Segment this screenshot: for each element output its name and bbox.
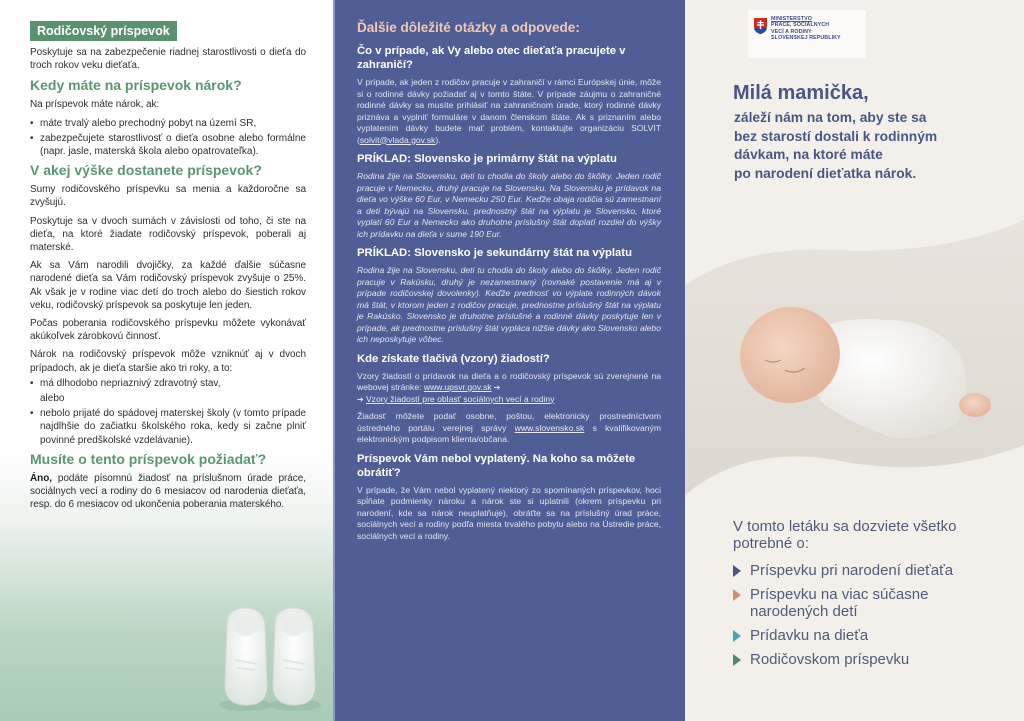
heading-apply: Musíte o tento príspevok požiadať?: [30, 450, 267, 467]
claim-intro: Na príspevok máte nárok, ak:: [30, 99, 160, 111]
claim-list: [30, 117, 306, 159]
arrow-icon: ➔: [357, 394, 366, 404]
question-abroad: Čo v prípade, ak Vy alebo otec dieťaťa pracujete v zahraničí?: [357, 45, 626, 71]
triangle-bullet-icon: [733, 565, 741, 577]
topic-item: [733, 627, 993, 644]
greeting-body: [733, 109, 937, 183]
topic-item: [733, 651, 993, 668]
apply-text: podáte písomnú žiadosť na príslušnom úrade práce, sociálnych vecí a rodiny do 6 mesiacov od narodenia dieťaťa, resp. do 6 mesiacov od ukončenia poberania materského.: [30, 472, 306, 511]
example1-title: PRÍKLAD: Slovensko je primárny štát na výplatu: [357, 153, 617, 165]
answer-text-end: ).: [435, 134, 441, 145]
logo-line: SLOVENSKEJ REPUBLIKY: [771, 35, 841, 42]
topics: [733, 518, 993, 675]
slovak-coat-of-arms-icon: [754, 18, 767, 34]
topic-label: Príspevku na viac súčasne narodených detí: [750, 586, 929, 620]
greeting-line: záleží nám na tom, aby ste sa: [734, 110, 927, 125]
answer-forms-submit: [357, 411, 661, 446]
answer-forms: [357, 371, 661, 406]
logo-line: PRÁCE, SOCIÁLNYCH: [771, 22, 830, 29]
slovensko-link[interactable]: www.slovensko.sk: [514, 422, 585, 433]
greeting-title: Milá mamička,: [733, 82, 869, 104]
triangle-bullet-icon: [733, 654, 741, 666]
answer-text: Vzory žiadostí o prídavok na dieťa a o rodičovský príspevok sú zverejnené na webovej stránke:: [357, 370, 661, 392]
baby-shoes-image: [215, 600, 325, 715]
forms-link[interactable]: Vzory žiadostí pre oblasť sociálnych vecí a rodiny: [365, 393, 555, 404]
logo-line: VECÍ A RODINY: [771, 28, 812, 35]
topic-item: [733, 586, 993, 620]
ministry-logo: [748, 10, 866, 58]
amount-paragraph: Poskytuje sa v dvoch sumách v závislosti od toho, či ste na dieťa, na ktoré žiadate rodičovský príspevok, poberali aj materské.: [30, 215, 306, 254]
sleeping-baby-image: [685, 210, 1024, 510]
answer-text: Žiadosť môžete podať osobne, poštou, elektronicky prostredníctvom ústredného portálu verejnej správy: [357, 411, 661, 433]
upsvr-link[interactable]: www.upsvr.gov.sk: [423, 382, 492, 392]
list-item: • máte trvalý alebo prechodný pobyt na území SR,: [30, 117, 306, 130]
answer-text-end: s kvalifikovaným elektronickým podpisom klienta/občana.: [357, 422, 661, 444]
topic-item: [733, 562, 993, 579]
apply-bold: Áno,: [30, 472, 53, 484]
amount-paragraph: Ak sa Vám narodili dvojičky, za každé ďalšie súčasne narodené dieťa sa Vám rodičovský príspevok zvyšuje o 25%. Ak však je v rodine viac detí do troch alebo do šiestich rokov veku, rodičovský príspevok sa poskytuje len jeden.: [30, 260, 306, 311]
triangle-bullet-icon: [733, 630, 741, 642]
older-child-list: [30, 377, 306, 447]
section-badge: Rodičovský príspevok: [30, 21, 177, 41]
greeting-line: po narodení dieťatka nárok.: [734, 165, 917, 181]
topics-list: [733, 562, 993, 668]
amount-paragraph: Sumy rodičovského príspevku sa menia a každoročne sa zvyšujú.: [30, 184, 306, 209]
question-not-paid: Príspevok Vám nebol vyplatený. Na koho sa môžete obrátiť?: [357, 452, 636, 479]
apply-paragraph: [30, 472, 306, 512]
right-panel: [685, 0, 1024, 721]
faq-title: Ďalšie dôležité otázky a odpovede:: [357, 20, 580, 35]
example1-text: Rodina žije na Slovensku, deti tu chodia do školy alebo do škôlky. Jeden rodič pracuje v Nemecku, druhý pracuje na Slovensku. Na Slovensku je prídavok na dieťa vo výške 60 Eur, v Nemecku 250 Eur. Keďže obaja rodičia sú zamestnaní a deti bývajú na Slovensku, prednostný štát na výplatu je Slovensko, ktoré vyplatí 60 Eur a Nemecko ako druhotne príslušný štát doplatí rozdiel do výšky ich prídavku na dieťa v sume 190 Eur.: [357, 171, 661, 239]
answer-text: V prípade, ak jeden z rodičov pracuje v zahraničí v rámci Európskej únie, môže si o rodinné dávky požiadať aj v tomto štáte. V prípade záujmu o zahraničné rodinné dávky sa musíte prihlásiť na zahraničnom úrade, ktorý rodinné dávky priznáva a vyplniť formuláre v danom členskom štáte. Ak s priznaním alebo vyplatením dávky budete mať problém, kontaktujte organizáciu SOLVIT (: [357, 77, 661, 145]
solvit-email-link[interactable]: solvit@vlada.gov.sk: [359, 134, 436, 145]
logo-text: [771, 16, 841, 42]
answer-abroad: [357, 77, 661, 146]
topic-label: Rodičovskom príspevku: [750, 651, 910, 668]
list-item: • zabezpečujete starostlivosť o dieťa osobne alebo formálne (napr. jasle, materská škola alebo opatrovateľka).: [30, 132, 306, 158]
triangle-bullet-icon: [733, 589, 741, 601]
topic-label: Príspevku pri narodení dieťaťa: [750, 562, 954, 579]
answer-not-paid: V prípade, že Vám nebol vyplatený niektorý zo spomínaných príspevkov, hoci spĺňate podmienky nároku a nárok ste si uplatnili (okrem príspevku pri narodení, kde sa nárok neuplatňuje), obráťte sa na príslušný úrad práce, sociálnych vecí a rodiny podľa miesta trvalého pobytu alebo na Ústredie práce, sociálnych vecí a rodiny.: [357, 484, 661, 541]
logo-line: MINISTERSTVO: [771, 16, 812, 22]
example2-text: Rodina žije na Slovensku, deti tu chodia do školy alebo do škôlky. Jeden rodič pracuje v Rakúsku, druhý je nezamestnaný (rovnaké postavenie má aj v prípade rodičovskej dovolenky). Keďže prednosť vo výplate rodinných dávok má štát, v ktorom jeden z rodičov pracuje, prednostne príslušný štát na výplatu je Rakúsko. Slovensko je druhotne príslušné a rodinné dávky poskytuje len v prípade, ak prednostne príslušný štát vypláca nižšie dávky ako Slovensko alebo ich neposkytuje vôbec.: [357, 265, 661, 344]
topic-label: Prídavku na dieťa: [750, 627, 869, 644]
example2-title: PRÍKLAD: Slovensko je sekundárny štát na výplatu: [357, 247, 632, 259]
list-item: • má dlhodobo nepriaznivý zdravotný stav,: [30, 377, 306, 390]
intro-text: Poskytuje sa na zabezpečenie riadnej starostlivosti o dieťa do troch rokov veku dieťaťa.: [30, 47, 306, 72]
question-forms: Kde získate tlačivá (vzory) žiadostí?: [357, 352, 550, 365]
middle-panel: [333, 0, 685, 721]
heading-claim: Kedy máte na príspevok nárok?: [30, 77, 242, 94]
amount-paragraph: Nárok na rodičovský príspevok môže vzniknúť aj v dvoch prípadoch, ak je dieťa staršie ako tri roky, a to:: [30, 349, 306, 374]
topics-intro: V tomto letáku sa dozviete všetko potrebné o:: [733, 518, 957, 552]
heading-amount: V akej výške dostanete príspevok?: [30, 162, 262, 179]
left-panel: [0, 0, 333, 721]
greeting-line: bez starostí dostali k rodinným: [734, 128, 938, 144]
arrow-icon: ➔: [491, 383, 501, 392]
amount-paragraph: Počas poberania rodičovského príspevku môžete vykonávať akúkoľvek zárobkovú činnosť.: [30, 318, 306, 343]
list-item: • nebolo prijaté do spádovej materskej školy (v tomto prípade najdlhšie do začiatku školského roka, kedy si začne plniť povinné predškolské vzdelávanie).: [30, 407, 306, 447]
greeting-line: dávkam, na ktoré máte: [734, 147, 883, 162]
greeting: [733, 82, 937, 183]
list-connector: alebo: [40, 393, 65, 405]
